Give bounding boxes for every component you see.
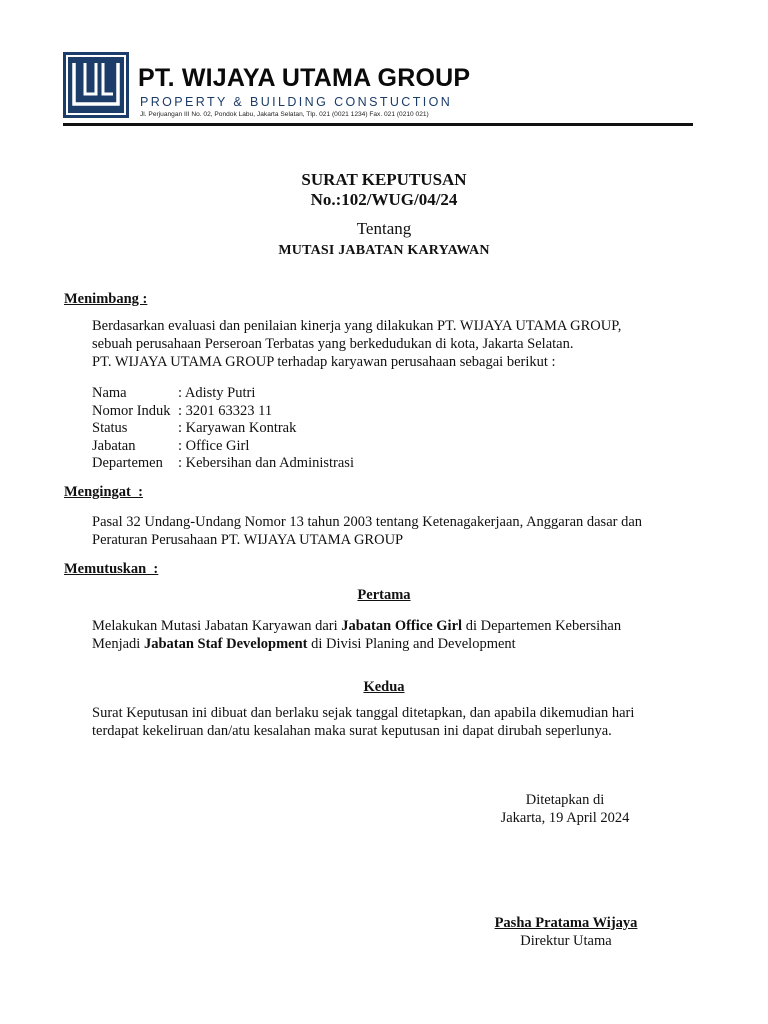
paragraph-line: Peraturan Perusahaan PT. WIJAYA UTAMA GROUP: [92, 532, 404, 548]
company-address: Jl. Perjuangan III No. 02, Pondok Labu, Jakarta Selatan, Tlp. 021 (0021 1234) Fax. 021 (0210 021): [140, 111, 429, 118]
memutuskan-heading: Memutuskan :: [64, 561, 159, 577]
document-title: SURAT KEPUTUSAN: [301, 170, 467, 189]
document-subject: MUTASI JABATAN KARYAWAN: [278, 243, 490, 258]
paragraph-line: terdapat kekeliruan dan/atu kesalahan maka surat keputusan ini dapat dirubah seperlunya.: [92, 723, 612, 739]
text-run: Melakukan Mutasi Jabatan Karyawan dari: [92, 618, 342, 634]
paragraph-line: Surat Keputusan ini dibuat dan berlaku sejak tanggal ditetapkan, dan apabila dikemudian hari: [92, 705, 635, 721]
signer-position: Direktur Utama: [520, 933, 612, 949]
paragraph-line: sebuah perusahaan Perseroan Terbatas yang berkedudukan di kota, Jakarta Selatan.: [92, 336, 574, 352]
kedua-paragraph: [92, 704, 634, 740]
field-label: Jabatan: [92, 437, 136, 454]
text-run: Menjadi: [92, 636, 144, 652]
kedua-heading: Kedua: [363, 679, 405, 695]
menimbang-paragraph: [92, 317, 621, 371]
field-label: Departemen: [92, 455, 163, 471]
wu-monogram-logo-icon: [63, 52, 129, 118]
paragraph-line: Berdasarkan evaluasi dan penilaian kinerja yang dilakukan PT. WIJAYA UTAMA GROUP,: [92, 318, 622, 334]
letterhead: [63, 52, 693, 126]
old-position-text: Jabatan Office Girl: [341, 618, 463, 634]
text-run: di Departemen Kebersihan: [462, 618, 622, 634]
field-label: Nama: [92, 385, 127, 401]
company-tagline: PROPERTY & BUILDING CONSTUCTION: [140, 95, 453, 109]
about-label: Tentang: [356, 219, 412, 238]
paragraph-line: [92, 617, 621, 635]
company-name: PT. WIJAYA UTAMA GROUP: [138, 64, 471, 92]
field-value: : Adisty Putri: [178, 385, 256, 401]
paragraph-line: Pasal 32 Undang-Undang Nomor 13 tahun 2003 tentang Ketenagakerjaan, Anggaran dasar dan: [92, 514, 643, 530]
new-position-text: Jabatan Staf Development: [143, 636, 308, 652]
pertama-paragraph: [92, 617, 621, 653]
menimbang-heading: Menimbang :: [64, 291, 148, 307]
mengingat-paragraph: [92, 513, 642, 549]
field-value: : Office Girl: [178, 437, 250, 454]
signer-name: Pasha Pratama Wijaya: [494, 915, 638, 931]
field-value: : 3201 63323 11: [178, 402, 273, 419]
field-label: Nomor Induk: [92, 402, 171, 419]
header-divider: [63, 123, 693, 126]
paragraph-line: PT. WIJAYA UTAMA GROUP terhadap karyawan perusahaan sebagai berikut :: [92, 354, 556, 370]
field-value: : Kebersihan dan Administrasi: [178, 455, 354, 471]
signature-place-date: Jakarta, 19 April 2024: [500, 810, 630, 826]
text-run: di Divisi Planing and Development: [307, 636, 516, 652]
mengingat-heading: Mengingat :: [64, 484, 143, 500]
document-number: No.:102/WUG/04/24: [310, 190, 458, 209]
field-label: Status: [92, 420, 128, 436]
pertama-heading: Pertama: [357, 587, 411, 603]
signature-set-label: Ditetapkan di: [525, 792, 605, 808]
field-value: : Karyawan Kontrak: [178, 420, 297, 436]
paragraph-line: [92, 635, 621, 653]
